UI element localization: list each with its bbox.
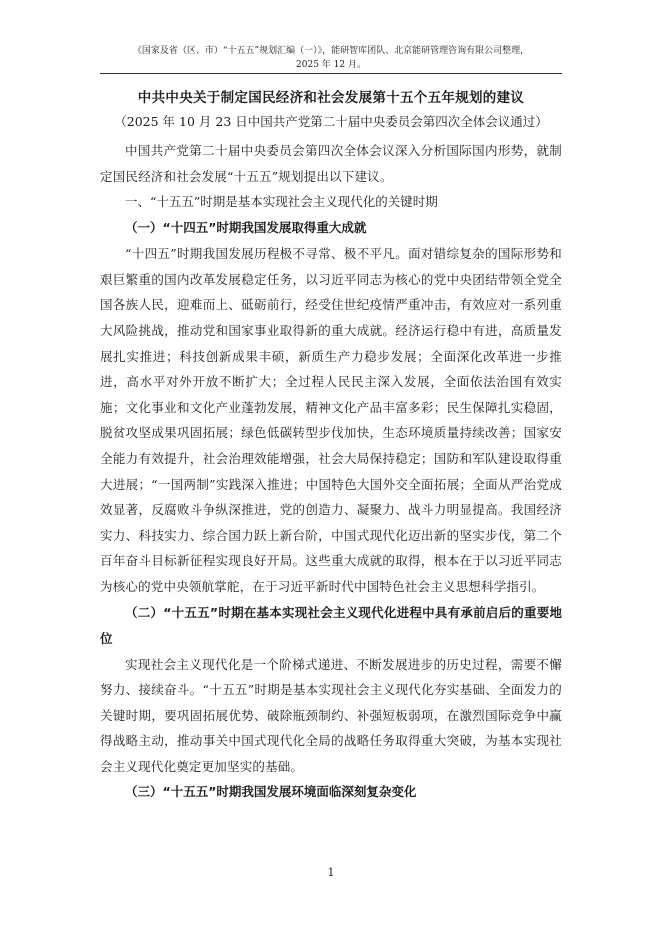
header-source-line: 《国家及省（区、市）“十五五”规划汇编（一）》，能研智库团队、北京能研管理咨询有限公司整理， xyxy=(132,46,530,56)
document-title: 中共中央关于制定国民经济和社会发展第十五个五年规划的建议 xyxy=(137,90,525,106)
subsection-heading-1: （一）“十四五”时期我国发展取得重大成就 xyxy=(125,220,367,236)
subsection-heading-3: （三）“十五五”时期我国发展环境面临深刻复杂变化 xyxy=(125,784,417,800)
document-body xyxy=(100,88,562,805)
running-header xyxy=(100,44,562,72)
page-number: 1 xyxy=(327,866,335,879)
subsection-2-paragraph: 实现社会主义现代化是一个阶梯式递进、不断发展进步的历史过程，需要不懈努力、接续奋斗。“十五五”时期是基本实现社会主义现代化夯实基础、全面发力的关键时期，要巩固拓展优势、破除瓶颈制约、补强短板弱项，在激烈国际竞争中赢得战略主动，推动事关中国式现代化全局的战略任务取得重大突破，为基本实现社会主义现代化奠定更加坚实的基础。 xyxy=(100,656,562,774)
section-heading-1: 一、“十五五”时期是基本实现社会主义现代化的关键时期 xyxy=(125,194,438,210)
subsection-1-paragraph: “十四五”时期我国发展历程极不寻常、极不平凡。面对错综复杂的国际形势和艰巨繁重的国内改革发展稳定任务，以习近平同志为核心的党中央团结带领全党全国各族人民，迎难而上、砥砺前行，经受住世纪疫情严重冲击，有效应对一系列重大风险挑战，推动党和国家事业取得新的重大成就。经济运行稳中有进，高质量发展扎实推进；科技创新成果丰硕，新质生产力稳步发展；全面深化改革进一步推进，高水平对外开放不断扩大；全过程人民民主深入发展，全面依法治国有效实施；文化事业和文化产业蓬勃发展，精神文化产品丰富多彩；民生保障扎实稳固，脱贫攻坚成果巩固拓展；绿色低碳转型步伐加快，生态环境质量持续改善；国家安全能力有效提升，社会治理效能增强，社会大局保持稳定；国防和军队建设取得重大进展；“一国两制”实践深入推进；中国特色大国外交全面拓展；全面从严治党成效显著，反腐败斗争纵深推进，党的创造力、凝聚力、战斗力明显提高。我国经济实力、科技实力、综合国力跃上新台阶，中国式现代化迈出新的坚实步伐，第二个百年奋斗目标新征程实现良好开局。这些重大成就的取得，根本在于以习近平同志为核心的党中央领航掌舵，在于习近平新时代中国特色社会主义思想科学指引。 xyxy=(100,246,562,594)
subsection-heading-2: （二）“十五五”时期在基本实现社会主义现代化进程中具有承前启后的重要地位 xyxy=(100,604,562,646)
header-divider xyxy=(100,73,562,74)
intro-paragraph: 中国共产党第二十届中央委员会第四次全体会议深入分析国际国内形势，就制定国民经济和社会发展“十五五”规划提出以下建议。 xyxy=(100,143,562,184)
header-date-line: 2025 年 12 月。 xyxy=(296,60,366,70)
document-subtitle: （2025 年 10 月 23 日中国共产党第二十届中央委员会第四次全体会议通过） xyxy=(114,114,548,129)
